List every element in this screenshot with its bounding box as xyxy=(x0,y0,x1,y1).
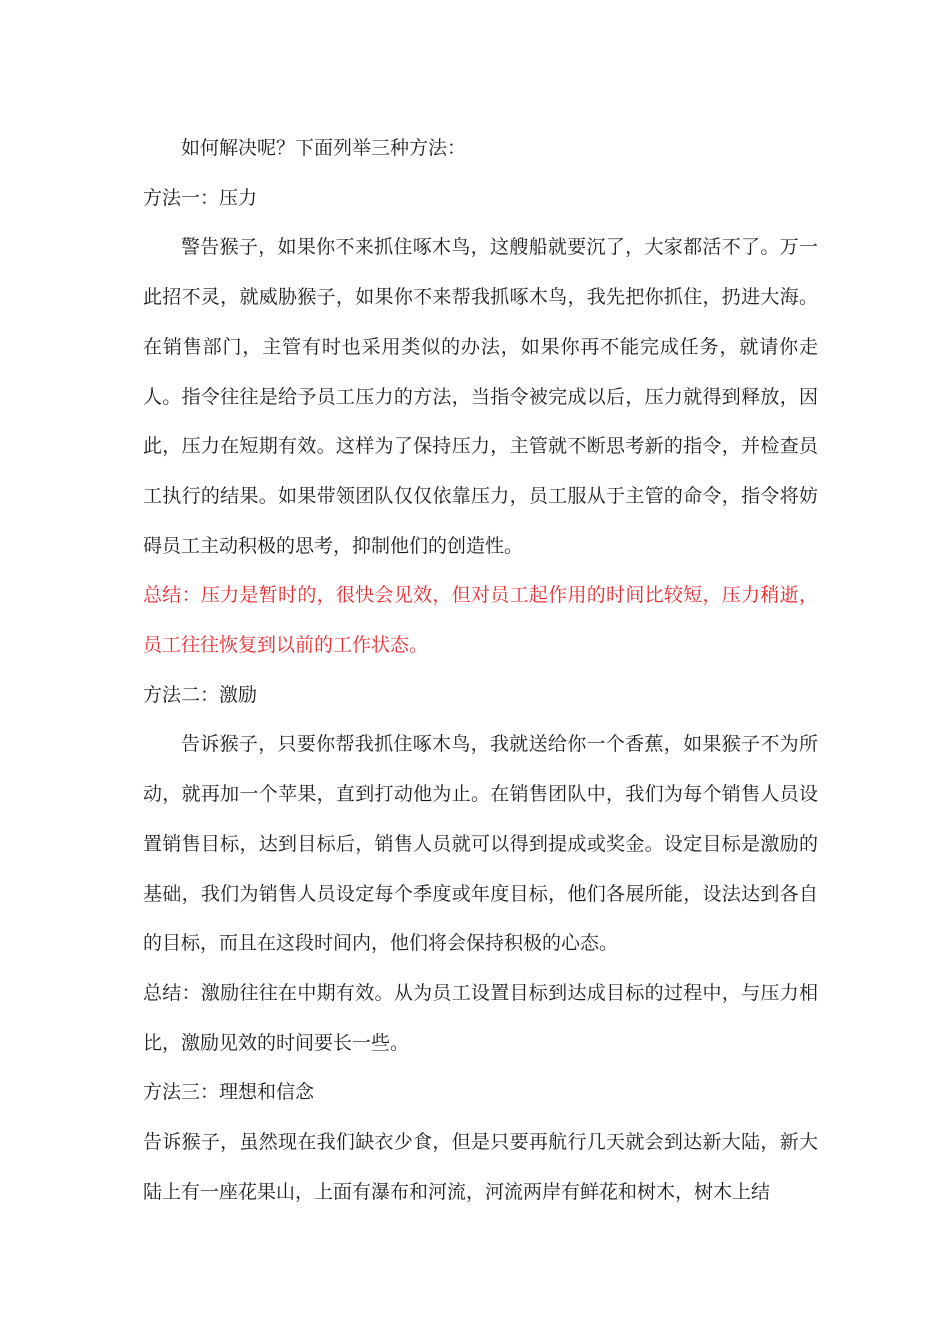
method3-heading: 方法三：理想和信念 xyxy=(143,1081,315,1104)
method2-body: 告诉猴子，只要你帮我抓住啄木鸟，我就送给你一个香蕉，如果猴子不为所动，就再加一个苹果，直到打动他为止。在销售团队中，我们为每个销售人员设置销售目标，达到目标后，销售人员就可以得到提成或奖金。设定目标是激励的基础，我们为销售人员设定每个季度或年度目标，他们各展所能，设法达到各自的目标，而且在这段时间内，他们将会保持积极的心态。 xyxy=(143,733,818,955)
method3-body: 告诉猴子，虽然现在我们缺衣少食，但是只要再航行几天就会到达新大陆，新大陆上有一座花果山，上面有瀑布和河流，河流两岸有鲜花和树木，树木上结 xyxy=(143,1131,818,1203)
method2-summary: 总结：激励往往在中期有效。从为员工设置目标到达成目标的过程中，与压力相比，激励见效的时间要长一些。 xyxy=(143,981,818,1054)
document-content xyxy=(143,124,818,1217)
method2-heading: 方法二：激励 xyxy=(143,683,258,706)
method1-heading: 方法一：压力 xyxy=(143,186,258,209)
method1-body: 警告猴子，如果你不来抓住啄木鸟，这艘船就要沉了，大家都活不了。万一此招不灵，就威胁猴子，如果你不来帮我抓啄木鸟，我先把你抓住，扔进大海。在销售部门，主管有时也采用类似的办法，如果你再不能完成任务，就请你走人。指令往往是给予员工压力的方法，当指令被完成以后，压力就得到释放，因此，压力在短期有效。这样为了保持压力，主管就不断思考新的指令，并检查员工执行的结果。如果带领团队仅仅依靠压力，员工服从于主管的命令，指令将妨碍员工主动积极的思考，抑制他们的创造性。 xyxy=(143,236,818,557)
intro-paragraph: 如何解决呢？下面列举三种方法： xyxy=(181,137,467,159)
method1-summary: 总结：压力是暂时的，很快会见效，但对员工起作用的时间比较短，压力稍逝，员工往往恢复到以前的工作状态。 xyxy=(143,584,818,657)
